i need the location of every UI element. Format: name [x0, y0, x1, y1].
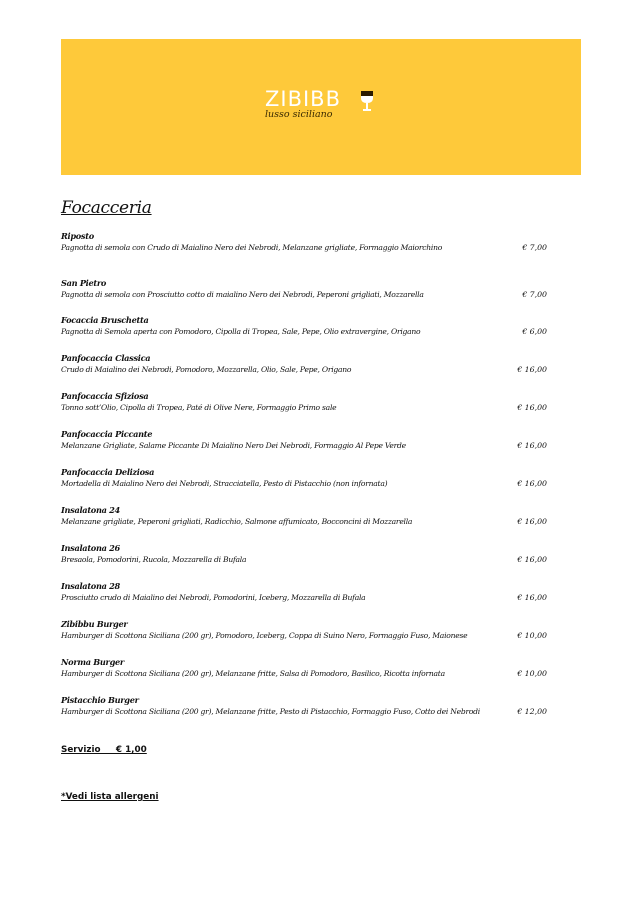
- menu-item-price: € 16,00: [517, 365, 547, 374]
- menu-item-price: € 16,00: [517, 479, 547, 488]
- menu-item: [61, 231, 551, 261]
- menu-item: [61, 353, 551, 383]
- menu-item: [61, 315, 551, 345]
- menu-item-price: € 16,00: [517, 403, 547, 412]
- menu-item-price: € 7,00: [522, 290, 547, 299]
- menu-item: [61, 467, 551, 497]
- menu-item-description: Melanzane grigliate, Peperoni grigliati, Radicchio, Salmone affumicato, Bocconcini di Mozzarella: [61, 517, 413, 526]
- menu-item-name: Zibibbu Burger: [61, 619, 128, 629]
- menu-item-name: Panfocaccia Deliziosa: [61, 467, 155, 477]
- menu-item-name: San Pietro: [61, 278, 107, 288]
- menu-item-description: Prosciutto crudo di Maialino dei Nebrodi, Pomodorini, Iceberg, Mozzarella di Bufala: [61, 593, 366, 602]
- menu-item-name: Insalatona 26: [61, 543, 120, 553]
- menu-item: [61, 543, 551, 573]
- menu-item-description: Hamburger di Scottona Siciliana (200 gr), Melanzane fritte, Salsa di Pomodoro, Basilico, Ricotta infornata: [61, 669, 445, 678]
- menu-item: [61, 429, 551, 459]
- menu-item: [61, 695, 551, 725]
- menu-item: [61, 619, 551, 649]
- menu-item-name: Panfocaccia Classica: [61, 353, 151, 363]
- menu-item-description: Pagnotta di semola con Prosciutto cotto di maialino Nero dei Nebrodi, Peperoni grigliati, Mozzarella: [61, 290, 424, 299]
- menu-item: [61, 391, 551, 421]
- menu-item: [61, 657, 551, 687]
- menu-item-description: Pagnotta di Semola aperta con Pomodoro, Cipolla di Tropea, Sale, Pepe, Olio extravergine, Origano: [61, 327, 421, 336]
- brand-name: ZIBIBB: [265, 87, 341, 111]
- wine-glass-icon: [360, 90, 374, 112]
- menu-item-price: € 10,00: [517, 669, 547, 678]
- menu-item-name: Pistacchio Burger: [61, 695, 139, 705]
- service-charge: Servizio € 1,00: [61, 745, 147, 755]
- menu-item-price: € 12,00: [517, 707, 547, 716]
- brand-tagline: lusso siciliano: [265, 109, 333, 120]
- menu-item-description: Bresaola, Pomodorini, Rucola, Mozzarella di Bufala: [61, 555, 247, 564]
- menu-item-price: € 16,00: [517, 441, 547, 450]
- menu-item-name: Focaccia Bruschetta: [61, 315, 149, 325]
- menu-item-name: Riposto: [61, 231, 94, 241]
- menu-item-price: € 16,00: [517, 593, 547, 602]
- menu-item-name: Panfocaccia Sfiziosa: [61, 391, 149, 401]
- menu-item-price: € 6,00: [522, 327, 547, 336]
- menu-item-description: Crudo di Maialino dei Nebrodi, Pomodoro, Mozzarella, Olio, Sale, Pepe, Origano: [61, 365, 352, 374]
- menu-item-description: Melanzane Grigliate, Salame Piccante Di Maialino Nero Dei Nebrodi, Formaggio Al Pepe Verde: [61, 441, 406, 450]
- menu-item-description: Tonno sott’Olio, Cipolla di Tropea, Paté di Olive Nere, Formaggio Primo sale: [61, 403, 337, 412]
- menu-item-price: € 7,00: [522, 243, 547, 252]
- menu-item-description: Hamburger di Scottona Siciliana (200 gr), Pomodoro, Iceberg, Coppa di Suino Nero, Formaggio Fuso, Maionese: [61, 631, 468, 640]
- brand-logo: [265, 88, 385, 128]
- menu-item: [61, 505, 551, 535]
- menu-item: [61, 581, 551, 611]
- menu-item-name: Panfocaccia Piccante: [61, 429, 153, 439]
- section-title: Focacceria: [61, 198, 152, 218]
- menu-item-description: Pagnotta di semola con Crudo di Maialino Nero dei Nebrodi, Melanzane grigliate, Formaggio Maiorchino: [61, 243, 443, 252]
- menu-item-description: Mortadella di Maialino Nero dei Nebrodi, Stracciatella, Pesto di Pistacchio (non infornata): [61, 479, 388, 488]
- allergens-note: *Vedi lista allergeni: [61, 792, 159, 802]
- menu-item-name: Norma Burger: [61, 657, 124, 667]
- menu-item-price: € 16,00: [517, 517, 547, 526]
- menu-item-price: € 16,00: [517, 555, 547, 564]
- menu-item-name: Insalatona 24: [61, 505, 120, 515]
- menu-item-name: Insalatona 28: [61, 581, 120, 591]
- menu-item-price: € 10,00: [517, 631, 547, 640]
- menu-item-description: Hamburger di Scottona Siciliana (200 gr), Melanzane fritte, Pesto di Pistacchio, Formaggio Fuso, Cotto dei Nebrodi: [61, 707, 480, 716]
- menu-item: [61, 278, 551, 308]
